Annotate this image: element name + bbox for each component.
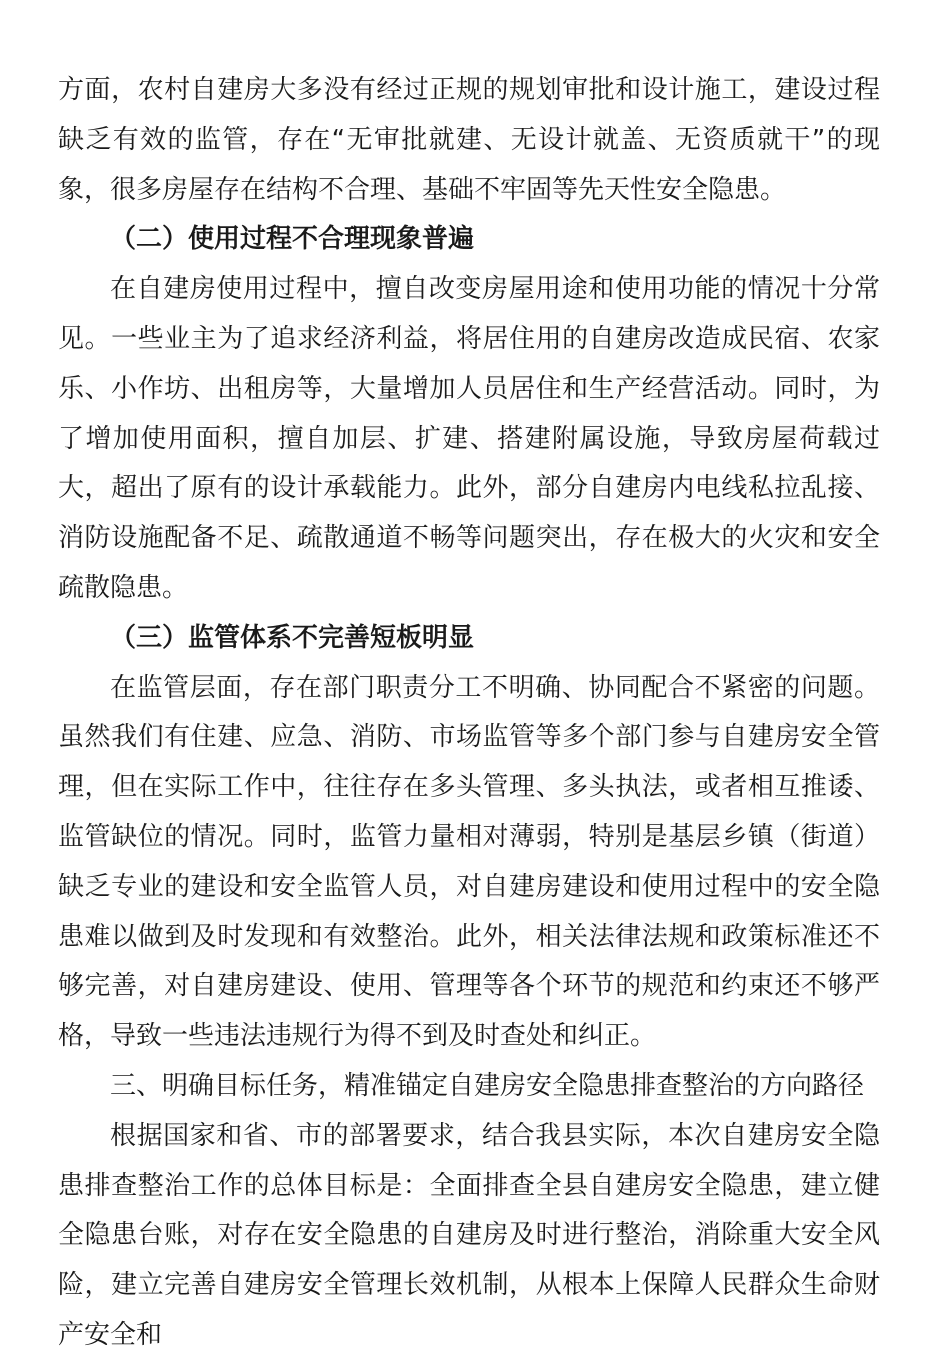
- paragraph-continuation: 方面，农村自建房大多没有经过正规的规划审批和设计施工，建设过程缺乏有效的监管，存在“无审批就建、无设计就盖、无资质就干”的现象，很多房屋存在结构不合理、基础不牢固等先天性安全隐患。: [58, 75, 880, 205]
- paragraph-usage-process: 在自建房使用过程中，擅自改变房屋用途和使用功能的情况十分常见。一些业主为了追求经济利益，将居住用的自建房改造成民宿、农家乐、小作坊、出租房等，大量增加人员居住和生产经营活动。同时，为了增加使用面积，擅自加层、扩建、搭建附属设施，导致房屋荷载过大，超出了原有的设计承载能力。此外，部分自建房内电线私拉乱接、消防设施配备不足、疏散通道不畅等问题突出，存在极大的火灾和安全疏散隐患。: [58, 274, 880, 603]
- heading-section-three: 三、明确目标任务，精准锚定自建房安全隐患排查整治的方向路径: [110, 1070, 865, 1101]
- paragraph-supervision-system: 在监管层面，存在部门职责分工不明确、协同配合不紧密的问题。虽然我们有住建、应急、消防、市场监管等多个部门参与自建房安全管理，但在实际工作中，往往存在多头管理、多头执法，或者相互推诿、监管缺位的情况。同时，监管力量相对薄弱，特别是基层乡镇（街道）缺乏专业的建设和安全监管人员，对自建房建设和使用过程中的安全隐患难以做到及时发现和有效整治。此外，相关法律法规和政策标准还不够完善，对自建房建设、使用、管理等各个环节的规范和约束还不够严格，导致一些违法违规行为得不到及时查处和纠正。: [58, 672, 880, 1052]
- subheading-usage-process: （二）使用过程不合理现象普遍: [110, 224, 475, 255]
- document-page: [58, 66, 880, 1361]
- paragraph-overall-goal: 根据国家和省、市的部署要求，结合我县实际，本次自建房安全隐患排查整治工作的总体目标是：全面排查全县自建房安全隐患，建立健全隐患台账，对存在安全隐患的自建房及时进行整治，消除重大安全风险，建立完善自建房安全管理长效机制，从根本上保障人民群众生命财产安全和: [58, 1120, 880, 1350]
- subheading-supervision-system: （三）监管体系不完善短板明显: [110, 622, 475, 653]
